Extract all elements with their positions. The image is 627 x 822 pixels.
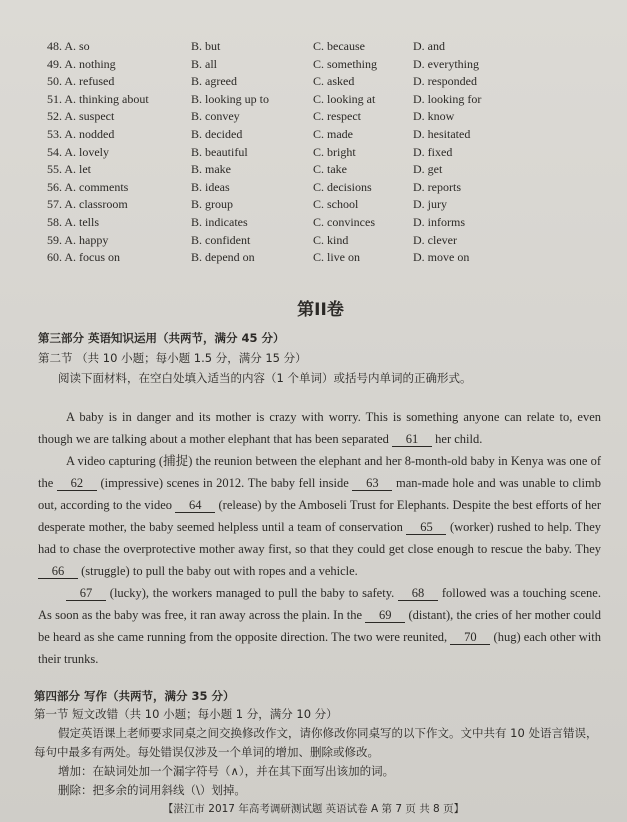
option-cell xyxy=(47,196,191,214)
blank-67[interactable]: 67 xyxy=(66,586,106,601)
option-cell xyxy=(47,232,191,250)
option-cell xyxy=(47,108,191,126)
question-number: 59. xyxy=(47,232,62,247)
option-b: B. decided xyxy=(191,126,243,141)
option-b: B. confident xyxy=(191,232,251,247)
passage-paragraph-3: 67 (lucky), the workers managed to pull the baby to safety. 68 followed was a touching scene. As soon as the baby was free, it ran away across the plain. In the 69 (distant), the cries of her mother could be heard as she came running from the opposite direction. The two were reunited, 70 (hug) each other with their trunks. xyxy=(38,585,601,666)
option-d: D. informs xyxy=(413,214,465,229)
question-number: 57. xyxy=(47,197,62,212)
option-cell xyxy=(47,56,191,74)
option-cell xyxy=(47,126,191,144)
question-number: 60. xyxy=(47,250,62,265)
page-footer: 【湛江市 2017 年高考调研测试题 英语试卷 A 第 7 页 共 8 页】 xyxy=(162,803,465,815)
option-d: D. reports xyxy=(413,179,461,194)
passage-paragraph-1: A baby is in danger and its mother is crazy with worry. This is something anyone can relate to, even though we are talking about a mother elephant that has been separated 61 her child. xyxy=(38,409,601,446)
option-c: C. bright xyxy=(313,144,356,159)
option-c: C. kind xyxy=(313,232,349,247)
option-c: C. looking at xyxy=(313,91,376,106)
instruction-line: 假定英语课上老师要求同桌之间交换修改作文，请你修改你同桌写的以下作文。文中共有 10 处语言错误，每句中最多有两处。每处错误仅涉及一个单词的增加、删除或修改。 xyxy=(34,725,598,759)
instruction-delete: 删除：把多余的词用斜线（\）划掉。 xyxy=(58,782,246,797)
option-b: B. looking up to xyxy=(191,91,270,106)
question-number: 51. xyxy=(47,91,62,106)
instruction-add: 增加：在缺词处加一个漏字符号（∧），并在其下面写出该加的词。 xyxy=(58,763,395,778)
option-b: B. make xyxy=(191,162,231,177)
option-d: D. know xyxy=(413,109,455,124)
option-d: D. clever xyxy=(413,232,457,247)
option-cell xyxy=(47,214,191,232)
option-cell xyxy=(47,91,191,109)
option-a: A. thinking about xyxy=(64,91,149,106)
option-c: C. convinces xyxy=(313,214,375,229)
option-b: B. depend on xyxy=(191,250,255,265)
part-title: 第II卷 xyxy=(297,299,344,320)
option-cell xyxy=(47,144,191,162)
question-number: 56. xyxy=(47,179,62,194)
option-a: A. focus on xyxy=(64,250,121,265)
option-b: B. convey xyxy=(191,109,240,124)
blank-70[interactable]: 70 xyxy=(450,630,490,645)
passage-paragraph-2: A video capturing (捕捉) the reunion between the elephant and her 8-month-old baby in Kenya was one of the 62 (impressive) scenes in 2012. The baby fell inside 63 man-made hole and was unable to climb out, according to the video 64 (release) by the Amboseli Trust for Elephants. Despite the best efforts of her desperate mother, the baby seemed helpless until a team of conservation 65 (worker) rushed to help. They had to chase the overprotective mother away first, so that they could get close enough to rescue the baby. They 66 (struggle) to pull the baby out with ropes and a vehicle. xyxy=(38,453,601,578)
answer-options xyxy=(47,38,601,267)
option-b: B. beautiful xyxy=(191,144,248,159)
blank-68[interactable]: 68 xyxy=(398,586,438,601)
option-a: A. so xyxy=(64,39,90,53)
option-d: D. fixed xyxy=(413,144,453,159)
option-d: D. move on xyxy=(413,250,470,265)
question-number: 54. xyxy=(47,144,62,159)
option-a: A. suspect xyxy=(64,109,115,124)
question-number: 58. xyxy=(47,214,62,229)
option-c: C. take xyxy=(313,162,347,177)
option-d: D. hesitated xyxy=(413,126,471,141)
option-c: C. decisions xyxy=(313,179,372,194)
option-cell xyxy=(47,179,191,197)
option-c: C. school xyxy=(313,197,359,212)
blank-61[interactable]: 61 xyxy=(392,432,432,447)
blank-66[interactable]: 66 xyxy=(38,564,78,579)
section3-title: 第三部分 英语知识运用（共两节，满分 45 分） xyxy=(38,330,285,345)
option-a: A. lovely xyxy=(64,144,110,159)
option-c: C. respect xyxy=(313,109,361,124)
option-b: B. all xyxy=(191,56,217,71)
option-d: D. get xyxy=(413,162,443,177)
blank-69[interactable]: 69 xyxy=(365,608,405,623)
option-b: B. indicates xyxy=(191,214,248,229)
blank-62[interactable]: 62 xyxy=(57,476,97,491)
option-c: C. because xyxy=(313,39,365,53)
option-b: B. agreed xyxy=(191,74,237,89)
section4-instructions xyxy=(34,724,601,800)
question-number: 55. xyxy=(47,162,62,177)
option-c: C. something xyxy=(313,56,378,71)
option-a: A. classroom xyxy=(64,197,128,212)
option-c: C. live on xyxy=(313,250,360,265)
blank-64[interactable]: 64 xyxy=(175,498,215,513)
section4-title: 第四部分 写作（共两节，满分 35 分） xyxy=(34,688,235,703)
option-b: B. ideas xyxy=(191,179,230,194)
option-d: D. everything xyxy=(413,56,479,71)
option-a: A. happy xyxy=(64,232,109,247)
question-number: 49. xyxy=(47,56,62,71)
option-a: A. tells xyxy=(64,214,100,229)
option-d: D. and xyxy=(413,39,445,53)
option-b: B. group xyxy=(191,197,233,212)
option-a: A. nothing xyxy=(64,56,116,71)
option-a: A. refused xyxy=(64,74,115,89)
option-b: B. but xyxy=(191,39,221,53)
option-c: C. asked xyxy=(313,74,355,89)
option-cell xyxy=(47,38,191,56)
option-a: A. let xyxy=(64,162,92,177)
section-instructions: 阅读下面材料，在空白处填入适当的内容（1 个单词）或括号内单词的正确形式。 xyxy=(58,370,472,385)
option-d: D. responded xyxy=(413,74,477,89)
option-a: A. comments xyxy=(64,179,129,194)
question-number: 53. xyxy=(47,126,62,141)
option-cell xyxy=(47,161,191,179)
section4-1-title: 第一节 短文改错（共 10 小题；每小题 1 分，满分 10 分） xyxy=(34,706,338,721)
option-cell xyxy=(47,249,191,267)
blank-65[interactable]: 65 xyxy=(406,520,446,535)
question-number: 48. xyxy=(47,39,62,53)
option-c: C. made xyxy=(313,126,353,141)
option-d: D. looking for xyxy=(413,91,482,106)
question-number: 50. xyxy=(47,74,62,89)
question-number: 52. xyxy=(47,109,62,124)
option-cell xyxy=(47,73,191,91)
passage xyxy=(38,406,601,670)
section2-title: 第二节 （共 10 小题；每小题 1.5 分，满分 15 分） xyxy=(38,350,307,365)
blank-63[interactable]: 63 xyxy=(352,476,392,491)
option-a: A. nodded xyxy=(64,126,115,141)
option-d: D. jury xyxy=(413,197,447,212)
